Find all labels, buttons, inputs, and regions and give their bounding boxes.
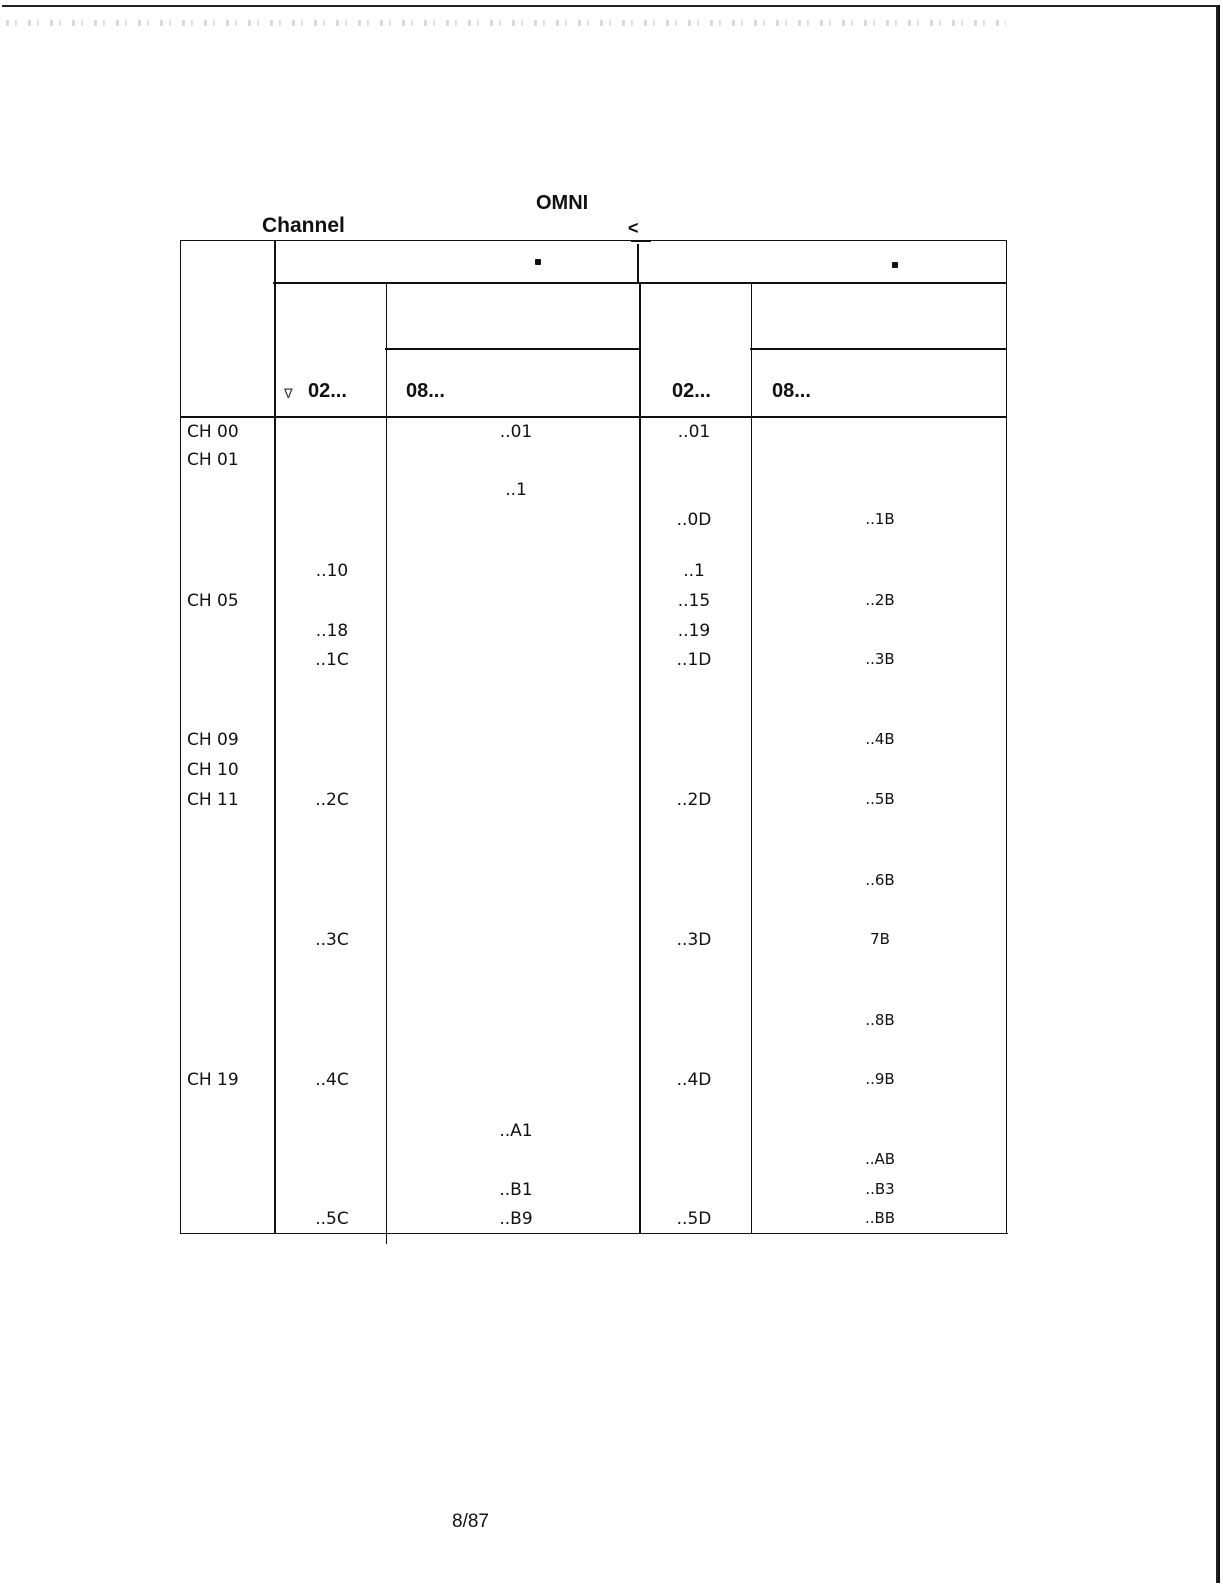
table-cell: ..5D — [676, 1209, 712, 1229]
table-cell: ..0D — [676, 510, 712, 530]
table-cell: 7B — [870, 930, 890, 948]
table-cell: ..4C — [315, 1070, 349, 1090]
table-cell: ..BB — [864, 1209, 896, 1227]
row-label: CH 00 — [187, 422, 239, 442]
table-cell: ..1 — [505, 480, 527, 500]
table-cell: ..3C — [315, 930, 349, 950]
table-cell: ..2D — [676, 790, 712, 810]
table-cell: ..AB — [864, 1150, 896, 1168]
table-cell: ..19 — [677, 621, 711, 641]
table-cell: ..6B — [865, 871, 895, 889]
table-cell: ..B3 — [865, 1180, 895, 1198]
table-cell: ..10 — [315, 561, 349, 581]
table-cell: ..1C — [315, 650, 349, 670]
row-label: CH 01 — [187, 450, 239, 470]
table-cell: ..1B — [865, 510, 895, 528]
document-title: OMNI — [536, 192, 589, 214]
table-cell: ..5C — [315, 1209, 349, 1229]
table-cell: ..B1 — [499, 1180, 533, 1200]
row-label: CH 05 — [187, 591, 239, 611]
row-label: CH 10 — [187, 760, 239, 780]
table-cell: ..B9 — [499, 1209, 533, 1229]
scan-artifact-mark: < — [628, 218, 639, 238]
header-c2: 08... — [406, 380, 445, 402]
table-cell: ..4D — [676, 1070, 712, 1090]
page-border — [2, 5, 1218, 1583]
header-c1: 02... — [308, 380, 347, 402]
row-label: CH 09 — [187, 730, 239, 750]
scan-noise — [6, 20, 1006, 26]
header-c4: 08... — [772, 380, 811, 402]
table-cell: ..4B — [865, 730, 895, 748]
table-cell: ..3D — [676, 930, 712, 950]
page-footer: 8/87 — [452, 1511, 489, 1532]
table-cell: ..2C — [315, 790, 349, 810]
table-cell: ..15 — [677, 591, 711, 611]
table-cell: ..A1 — [499, 1121, 533, 1141]
table-cell: ..9B — [865, 1070, 895, 1088]
channel-label: Channel — [262, 214, 345, 237]
row-label: CH 11 — [187, 790, 239, 810]
table-cell: ..8B — [865, 1011, 895, 1029]
table-cell: ..18 — [315, 621, 349, 641]
table-cell: ..5B — [865, 790, 895, 808]
table-cell: ..2B — [865, 591, 895, 609]
row-label: CH 19 — [187, 1070, 239, 1090]
table-cell: ..1D — [676, 650, 712, 670]
filter-icon: ∇ — [284, 387, 293, 402]
table-cell: ..1 — [683, 561, 705, 581]
table-cell: ..01 — [499, 422, 533, 442]
table-cell: ..01 — [677, 422, 711, 442]
table-cell: ..3B — [865, 650, 895, 668]
header-c3: 02... — [672, 380, 711, 402]
